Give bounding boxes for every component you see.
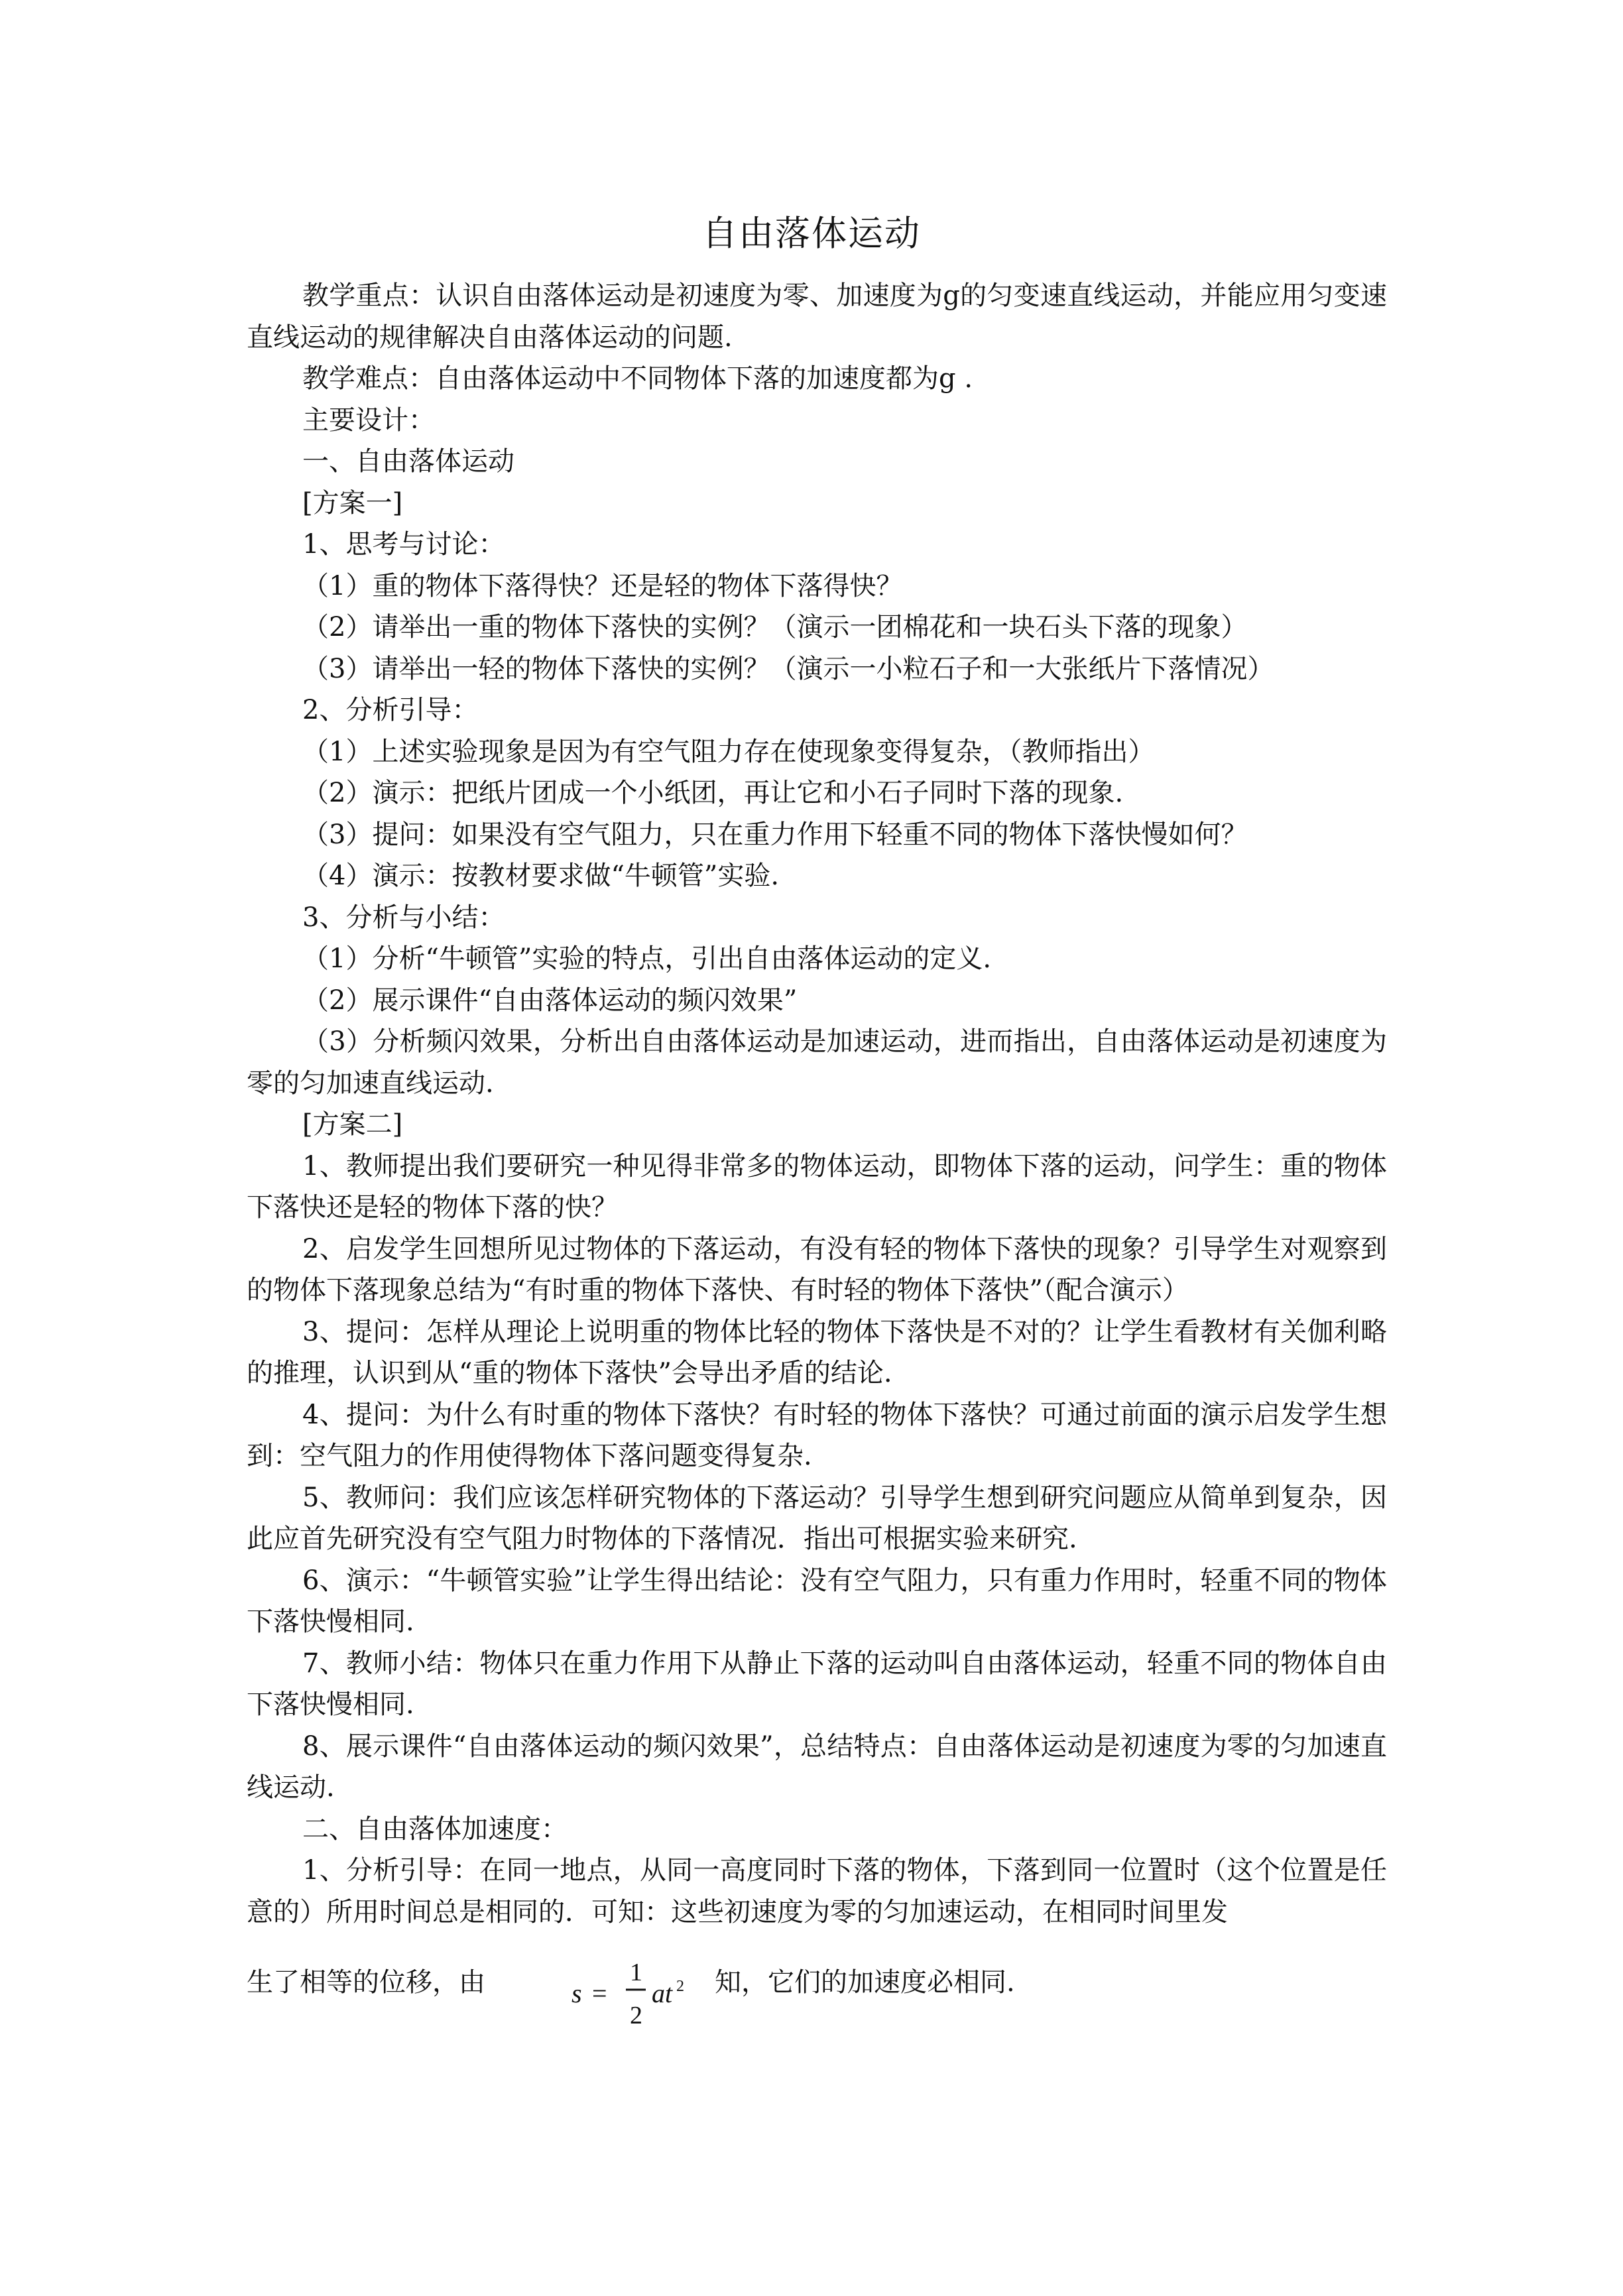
formula-s-equals-half-at-squared	[569, 1933, 715, 2032]
formula-rhs: at	[652, 1978, 673, 2008]
list-item: 1、分析引导：在同一地点，从同一高度同时下落的物体，下落到同一位置时（这个位置是任意的）所用时间总是相同的．可知：这些初速度为零的匀加速运动，在相同时间里发	[247, 1855, 1387, 1927]
list-item: （3）提问：如果没有空气阻力，只在重力作用下轻重不同的物体下落快慢如何？	[302, 819, 1248, 850]
list-item: 3、分析与小结：	[302, 902, 505, 933]
list-item: 6、演示：“牛顿管实验”让学生得出结论：没有空气阻力，只有重力作用时，轻重不同的物体下落快慢相同.	[247, 1565, 1387, 1637]
paragraph-main-design: 主要设计：	[302, 404, 435, 436]
formula-equals: =	[592, 1978, 607, 2008]
list-item: 4、提问：为什么有时重的物体下落快？有时轻的物体下落快？可通过前面的演示启发学生想到：空气阻力的作用使得物体下落问题变得复杂.	[247, 1399, 1387, 1471]
list-item: 1、教师提出我们要研究一种见得非常多的物体运动，即物体下落的运动，问学生：重的物体下落快还是轻的物体下落的快？	[247, 1150, 1387, 1223]
plan-two-heading: [方案二]	[302, 1109, 403, 1140]
section-heading-free-fall: 一、自由落体运动	[302, 446, 514, 477]
formula-lhs: s	[571, 1978, 582, 2008]
document-body	[247, 275, 1387, 2032]
list-item: 1、思考与讨论：	[302, 529, 505, 560]
list-item: 2、启发学生回想所见过物体的下落运动，有没有轻的物体下落快的现象？引导学生对观察到的物体下落现象总结为“有时重的物体下落快、有时轻的物体下落快”（配合演示）	[247, 1233, 1387, 1305]
formula-exponent: 2	[676, 1978, 684, 1995]
document-title: 自由落体运动	[702, 213, 921, 254]
list-item: （4）演示：按教材要求做“牛顿管”实验.	[302, 861, 780, 891]
list-item: （1）分析“牛顿管”实验的特点，引出自由落体运动的定义.	[302, 943, 992, 974]
list-item: 8、展示课件“自由落体运动的频闪效果”，总结特点：自由落体运动是初速度为零的匀加速直线运动.	[247, 1730, 1387, 1803]
list-item: 3、提问：怎样从理论上说明重的物体比轻的物体下落快是不对的？让学生看教材有关伽利略的推理，认识到从“重的物体下落快”会导出矛盾的结论.	[247, 1316, 1387, 1388]
list-item: （2）展示课件“自由落体运动的频闪效果”	[302, 985, 798, 1016]
section-heading-acceleration: 二、自由落体加速度：	[302, 1813, 568, 1844]
formula-numerator: 1	[630, 1959, 642, 1986]
list-item: 5、教师问：我们应该怎样研究物体的下落运动？引导学生想到研究问题应从简单到复杂，因此应首先研究没有空气阻力时物体的下落情况．指出可根据实验来研究.	[247, 1482, 1387, 1554]
paragraph-teaching-difficulty: 教学难点：自由落体运动中不同物体下落的加速度都为g .	[302, 363, 973, 394]
list-item: （3）分析频闪效果，分析出自由落体运动是加速运动，进而指出，自由落体运动是初速度为零的匀加速直线运动.	[247, 1026, 1387, 1099]
list-item: （1）重的物体下落得快？还是轻的物体下落得快？	[302, 570, 903, 601]
formula-line-before: 生了相等的位移，由	[247, 1967, 485, 1998]
list-item: （2）演示：把纸片团成一个小纸团，再让它和小石子同时下落的现象.	[302, 778, 1124, 808]
plan-one-heading: [方案一]	[302, 487, 403, 518]
paragraph-teaching-focus: 教学重点：认识自由落体运动是初速度为零、加速度为g的匀变速直线运动，并能应用匀变速直线运动的规律解决自由落体运动的问题.	[247, 280, 1387, 353]
formula-line-after: 知，它们的加速度必相同.	[715, 1967, 1015, 1998]
list-item: 2、分析引导：	[302, 695, 479, 725]
list-item: （3）请举出一轻的物体下落快的实例？（演示一小粒石子和一大张纸片下落情况）	[302, 653, 1274, 684]
list-item: （1）上述实验现象是因为有空气阻力存在使现象变得复杂，（教师指出）	[302, 736, 1155, 767]
list-item: （2）请举出一重的物体下落快的实例？（演示一团棉花和一块石头下落的现象）	[302, 612, 1248, 642]
list-item: 7、教师小结：物体只在重力作用下从静止下落的运动叫自由落体运动，轻重不同的物体自由下落快慢相同.	[247, 1648, 1387, 1720]
formula-line	[247, 1933, 1387, 2032]
formula-denominator: 2	[630, 2002, 642, 2029]
